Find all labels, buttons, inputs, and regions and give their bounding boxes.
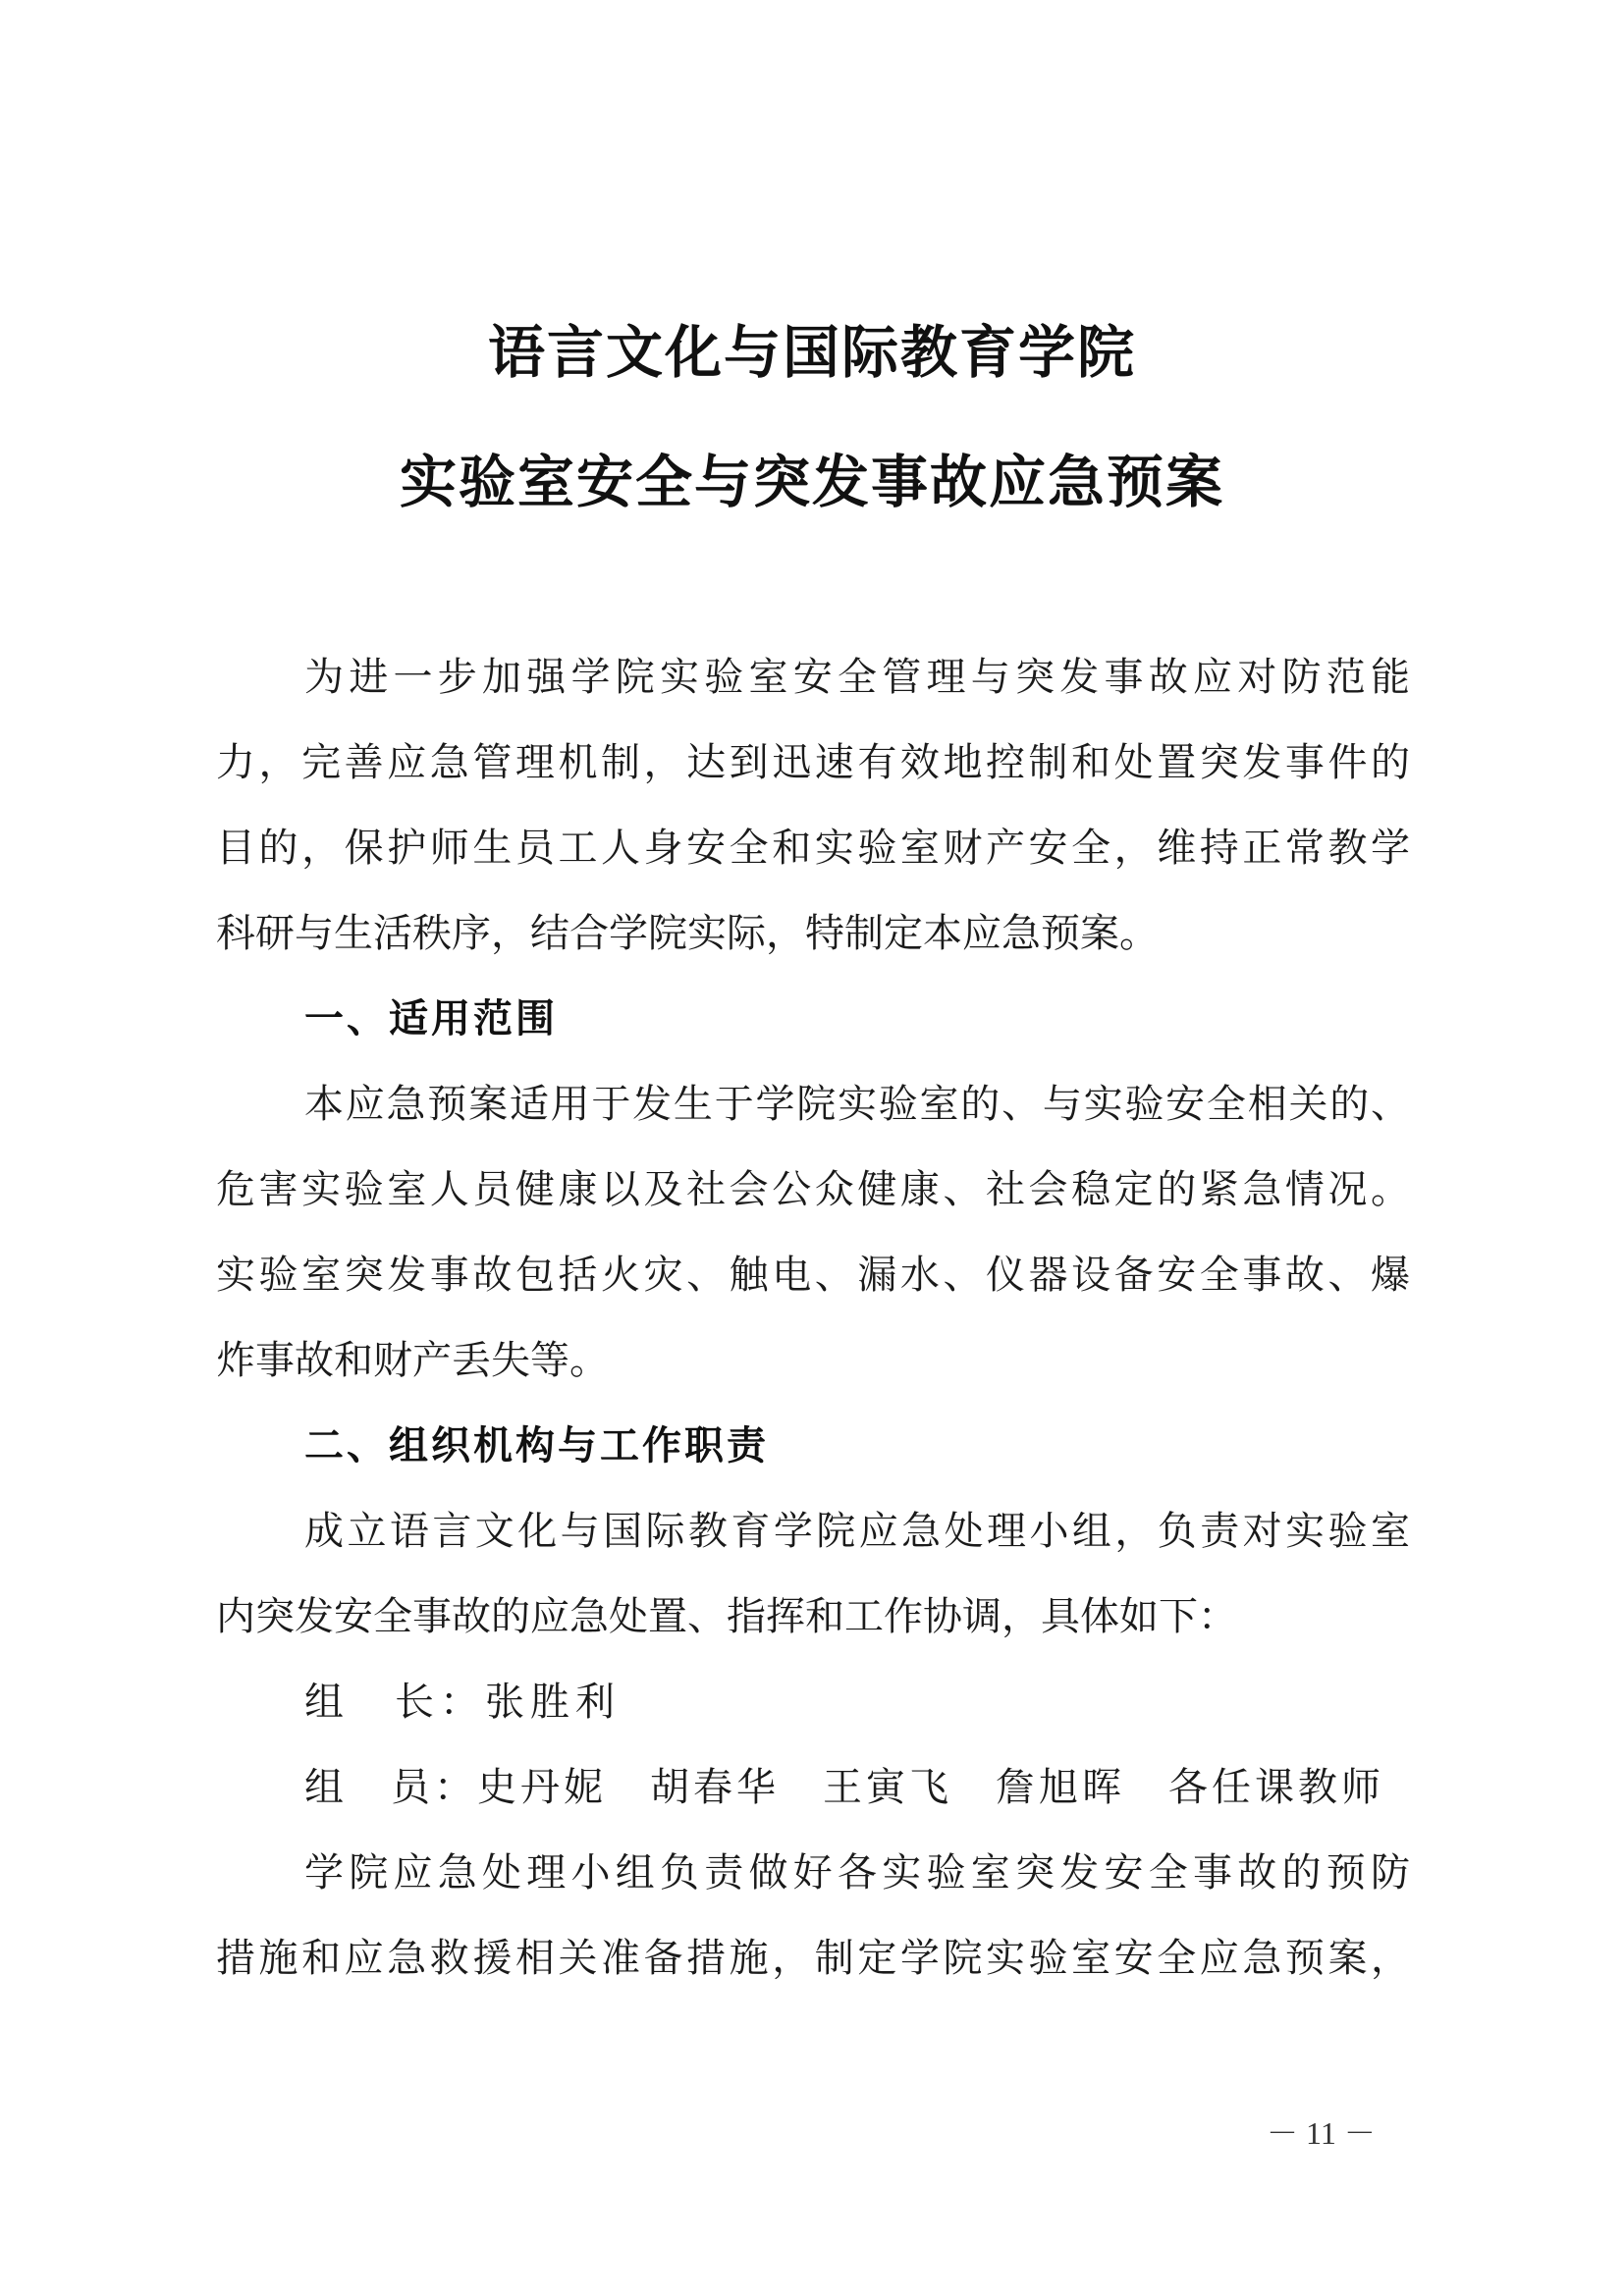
scope-line: 危害实验室人员健康以及社会公众健康、社会稳定的紧急情况。 (216, 1167, 1410, 1212)
page-number: － 11 － (1267, 2115, 1376, 2151)
organization-line: 内突发安全事故的应急处置、指挥和工作协调，具体如下： (216, 1594, 1237, 1639)
document-title-line-1: 语言文化与国际教育学院 (487, 319, 1136, 386)
document-title-line-2: 实验室安全与突发事故应急预案 (399, 449, 1224, 515)
group-leader: 组 长：张胜利 (304, 1680, 621, 1725)
scope-line: 实验室突发事故包括火灾、触电、漏水、仪器设备安全事故、爆 (216, 1253, 1410, 1298)
duty-line: 学院应急处理小组负责做好各实验室突发安全事故的预防 (304, 1850, 1410, 1896)
intro-line: 目的，保护师生员工人身安全和实验室财产安全，维持正常教学 (216, 826, 1410, 871)
scope-line: 本应急预案适用于发生于学院实验室的、与实验安全相关的、 (304, 1082, 1410, 1127)
intro-line: 为进一步加强学院实验室安全管理与突发事故应对防范能 (304, 655, 1410, 700)
intro-line: 力，完善应急管理机制，达到迅速有效地控制和处置突发事件的 (216, 740, 1410, 785)
group-members: 组 员：史丹妮 胡春华 王寅飞 詹旭晖 各任课教师 (304, 1765, 1384, 1810)
organization-line: 成立语言文化与国际教育学院应急处理小组，负责对实验室 (304, 1509, 1410, 1554)
section-heading-scope: 一、适用范围 (304, 996, 558, 1041)
duty-line: 措施和应急救援相关准备措施，制定学院实验室安全应急预案， (216, 1936, 1410, 1981)
scope-line: 炸事故和财产丢失等。 (216, 1338, 609, 1383)
section-heading-organization: 二、组织机构与工作职责 (304, 1423, 769, 1468)
intro-line: 科研与生活秩序，结合学院实际，特制定本应急预案。 (216, 911, 1159, 956)
